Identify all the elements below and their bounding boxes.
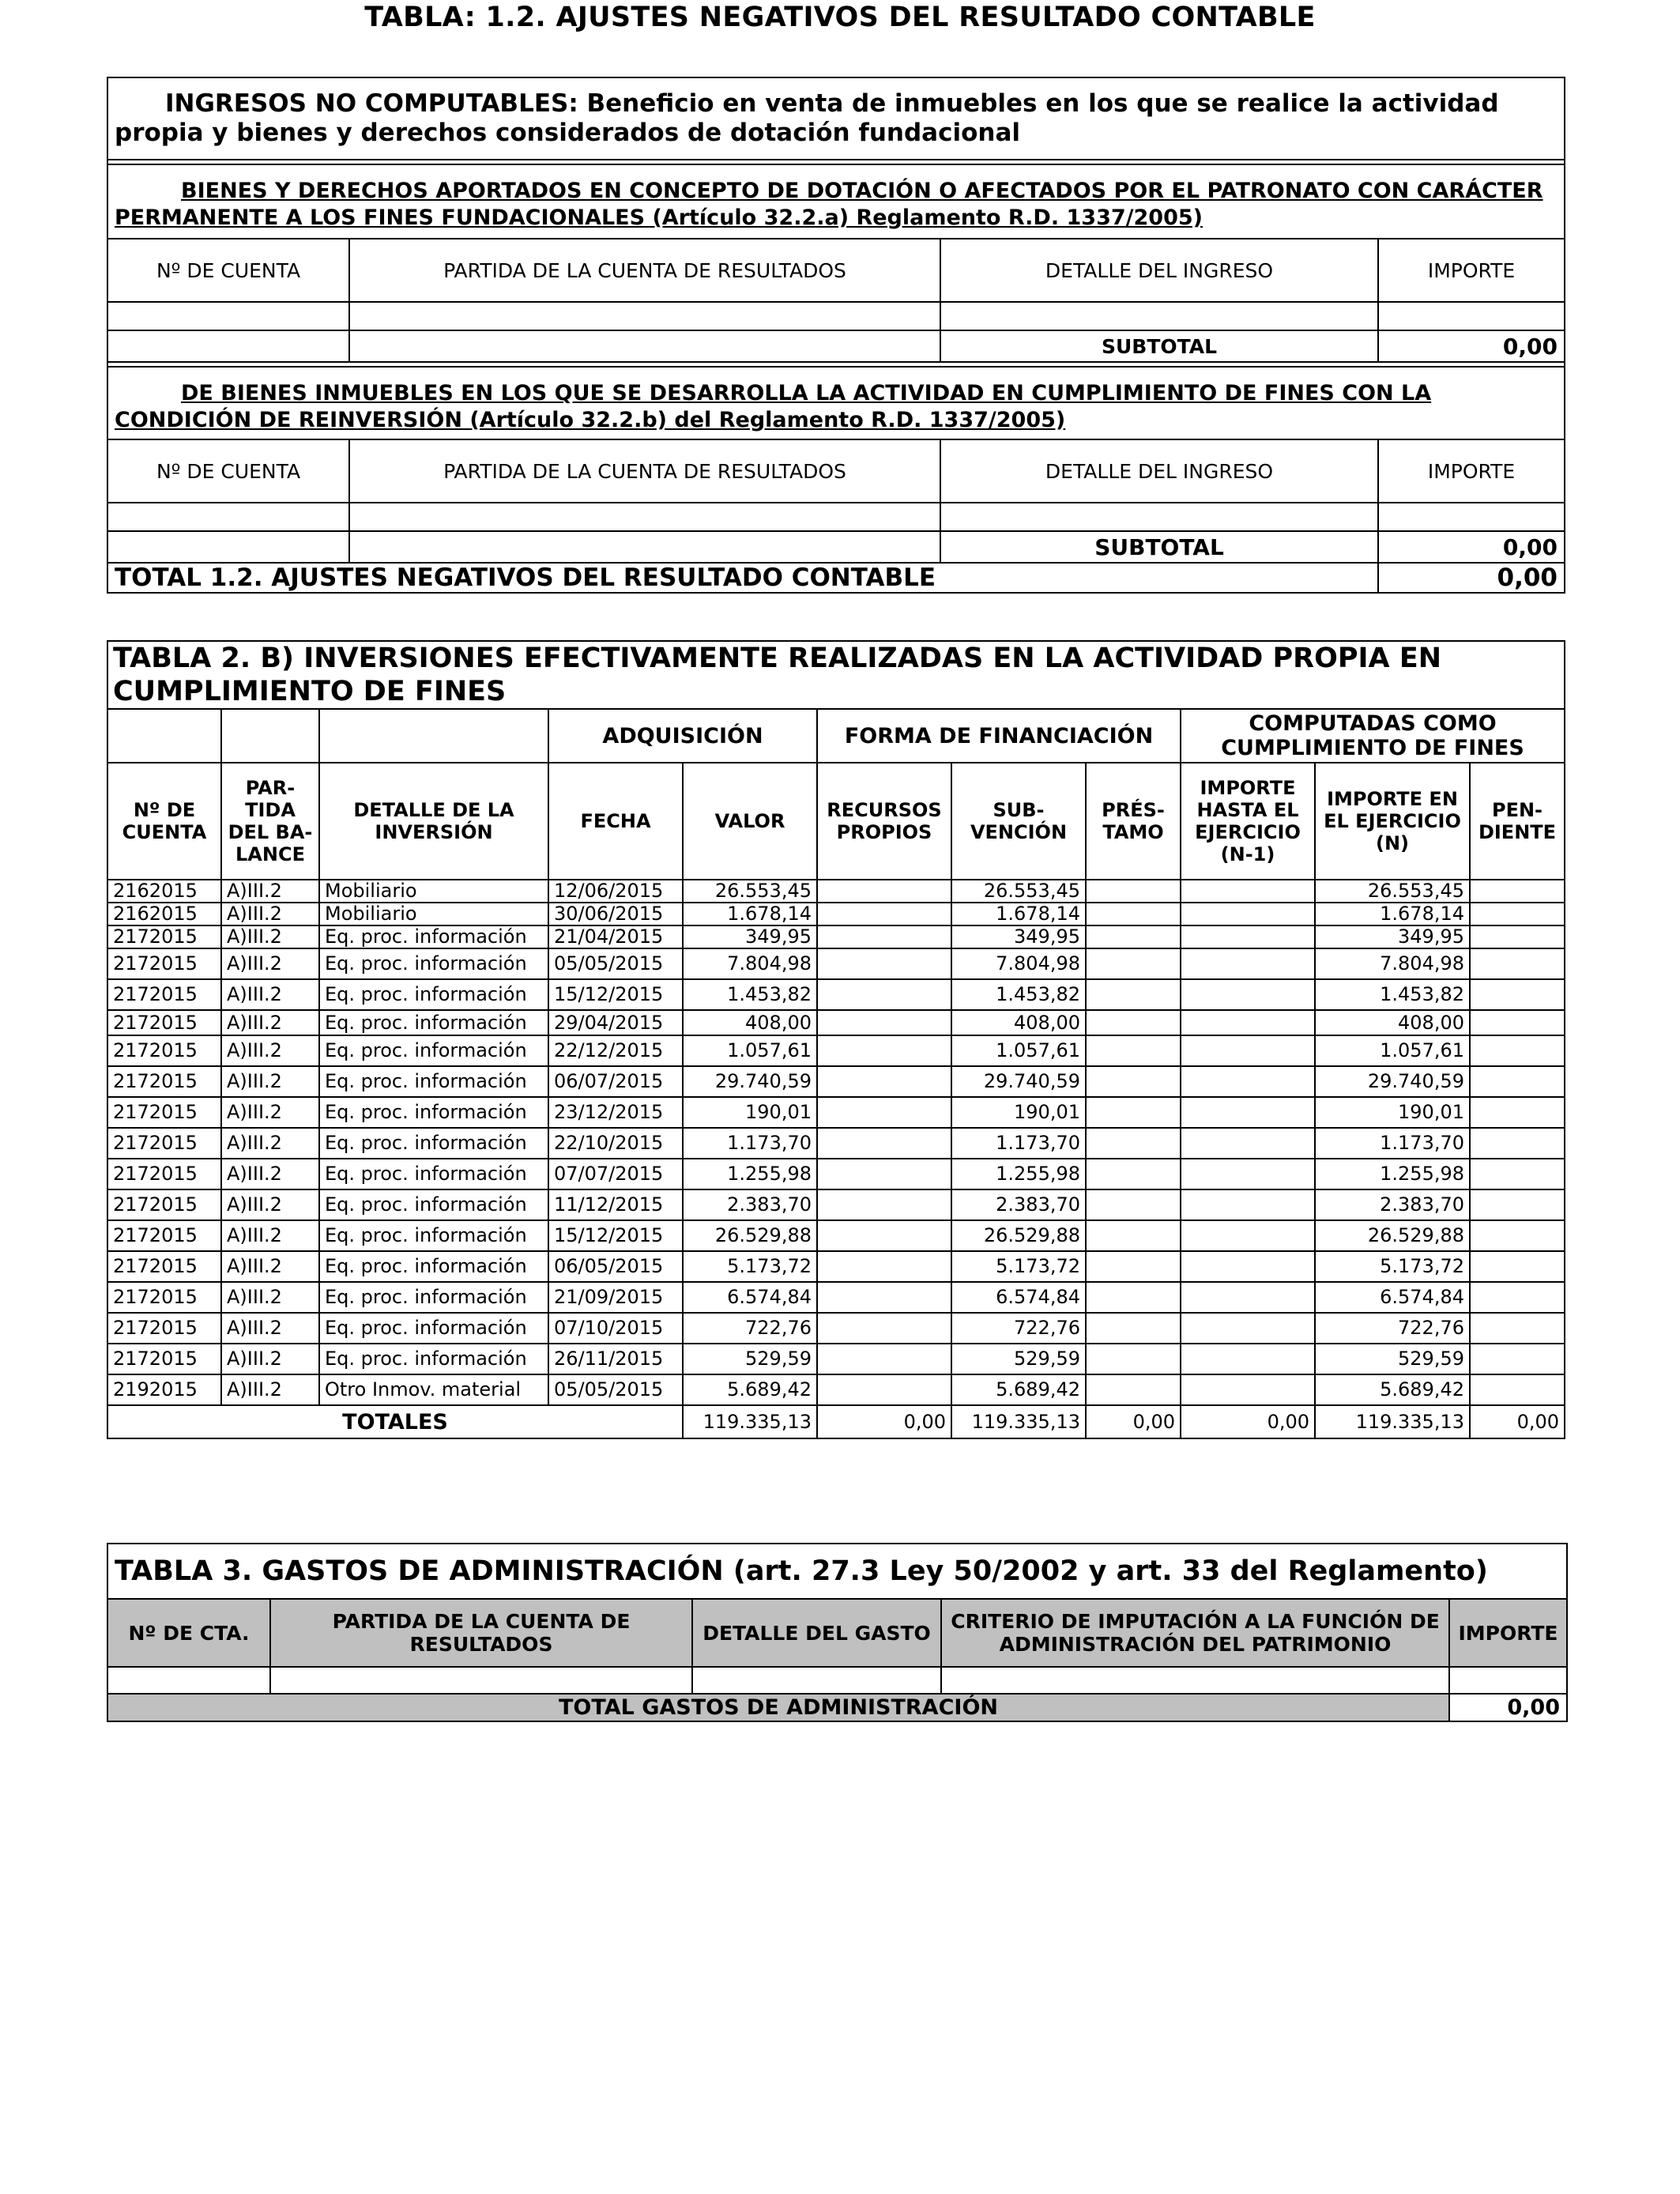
col-ejercicio: IMPORTE EN EL EJERCICIO (N) xyxy=(1315,763,1470,880)
cell-prestamo xyxy=(1086,1010,1181,1035)
cell-valor: 408,00 xyxy=(683,1010,817,1035)
cell-detalle: Eq. proc. información xyxy=(319,1010,548,1035)
cell-ejercicio: 190,01 xyxy=(1315,1097,1470,1128)
cell-hasta xyxy=(1181,1035,1315,1066)
total-subvencion: 119.335,13 xyxy=(951,1405,1086,1438)
cell-subvencion: 6.574,84 xyxy=(951,1282,1086,1313)
cell-recursos xyxy=(817,1189,951,1220)
cell-detalle: Eq. proc. información xyxy=(319,1282,548,1313)
cell-recursos xyxy=(817,1251,951,1282)
cell-partida: A)III.2 xyxy=(221,925,319,948)
cell-pendiente xyxy=(1470,979,1565,1010)
cell-recursos xyxy=(817,1128,951,1159)
cell-hasta xyxy=(1181,925,1315,948)
table2-body xyxy=(107,880,1565,1405)
cell-hasta xyxy=(1181,1159,1315,1189)
total-row xyxy=(107,563,1565,593)
table-row xyxy=(107,1010,1565,1035)
cell-prestamo xyxy=(1086,880,1181,903)
col-importe: IMPORTE xyxy=(1378,239,1565,302)
cell-recursos xyxy=(817,1220,951,1251)
table-row xyxy=(107,1344,1565,1374)
table-row xyxy=(107,1128,1565,1159)
cell-partida: A)III.2 xyxy=(221,1010,319,1035)
cell-pendiente xyxy=(1470,1189,1565,1220)
col-criterio: CRITERIO DE IMPUTACIÓN A LA FUNCIÓN DE ADMINISTRACIÓN DEL PATRIMONIO xyxy=(941,1599,1449,1667)
total-recursos: 0,00 xyxy=(817,1405,951,1438)
cell-pendiente xyxy=(1470,1066,1565,1097)
cell-partida: A)III.2 xyxy=(221,1344,319,1374)
col-detalle: DETALLE DE LA INVERSIÓN xyxy=(319,763,548,880)
cell-pendiente xyxy=(1470,1159,1565,1189)
cell-subvencion: 26.529,88 xyxy=(951,1220,1086,1251)
total-label: TOTAL GASTOS DE ADMINISTRACIÓN xyxy=(107,1694,1449,1721)
cell-pendiente xyxy=(1470,1282,1565,1313)
table-row xyxy=(107,1097,1565,1128)
cell-ejercicio: 1.255,98 xyxy=(1315,1159,1470,1189)
cell-detalle: Eq. proc. información xyxy=(319,1313,548,1344)
cell-hasta xyxy=(1181,1344,1315,1374)
cell-pendiente xyxy=(1470,1128,1565,1159)
total-ejercicio: 119.335,13 xyxy=(1315,1405,1470,1438)
table-row xyxy=(107,1251,1565,1282)
cell-cuenta: 2172015 xyxy=(107,1189,221,1220)
table-row xyxy=(107,1282,1565,1313)
cell-cuenta: 2192015 xyxy=(107,1374,221,1405)
cell-cuenta: 2172015 xyxy=(107,925,221,948)
cell-cuenta: 2172015 xyxy=(107,1128,221,1159)
cell-subvencion: 1.173,70 xyxy=(951,1128,1086,1159)
cell-partida: A)III.2 xyxy=(221,1128,319,1159)
cell-recursos xyxy=(817,1097,951,1128)
section-a-heading: BIENES Y DERECHOS APORTADOS EN CONCEPTO DE DOTACIÓN O AFECTADOS POR EL PATRONATO CON CARÁCTER PERMANENTE A LOS FINES FUNDACIONALES (Artículo 32.2.a) Reglamento R.D. 1337/2005) xyxy=(107,164,1565,239)
cell-ejercicio: 1.678,14 xyxy=(1315,903,1470,925)
cell-prestamo xyxy=(1086,1313,1181,1344)
cell-detalle: Eq. proc. información xyxy=(319,948,548,979)
cell-subvencion: 1.255,98 xyxy=(951,1159,1086,1189)
col-valor: VALOR xyxy=(683,763,817,880)
cell-recursos xyxy=(817,1374,951,1405)
cell-partida: A)III.2 xyxy=(221,1035,319,1066)
cell-valor: 1.678,14 xyxy=(683,903,817,925)
cell-hasta xyxy=(1181,903,1315,925)
cell-prestamo xyxy=(1086,1344,1181,1374)
cell-hasta xyxy=(1181,1220,1315,1251)
total-valor: 119.335,13 xyxy=(683,1405,817,1438)
table-row xyxy=(107,1066,1565,1097)
cell-prestamo xyxy=(1086,1128,1181,1159)
cell-recursos xyxy=(817,1035,951,1066)
cell-hasta xyxy=(1181,948,1315,979)
table-row xyxy=(107,1159,1565,1189)
col-cta: Nº DE CTA. xyxy=(107,1599,270,1667)
cell-hasta xyxy=(1181,1010,1315,1035)
cell-prestamo xyxy=(1086,1189,1181,1220)
ingresos-no-computables-heading: INGRESOS NO COMPUTABLES: Beneficio en venta de inmuebles en los que se realice la actividad propia y bienes y derechos considerados de dotación fundacional xyxy=(107,77,1565,160)
cell-subvencion: 408,00 xyxy=(951,1010,1086,1035)
cell-prestamo xyxy=(1086,925,1181,948)
cell-hasta xyxy=(1181,1313,1315,1344)
cell-pendiente xyxy=(1470,1374,1565,1405)
cell-valor: 26.529,88 xyxy=(683,1220,817,1251)
table-row xyxy=(107,1189,1565,1220)
subtotal-value: 0,00 xyxy=(1378,330,1565,362)
totals-row xyxy=(107,1405,1565,1438)
cell-prestamo xyxy=(1086,1035,1181,1066)
cell-cuenta: 2172015 xyxy=(107,1282,221,1313)
cell-valor: 1.173,70 xyxy=(683,1128,817,1159)
cell-pendiente xyxy=(1470,1313,1565,1344)
cell-hasta xyxy=(1181,1282,1315,1313)
cell-fecha: 07/07/2015 xyxy=(548,1159,683,1189)
cell-recursos xyxy=(817,1282,951,1313)
cell-valor: 529,59 xyxy=(683,1344,817,1374)
cell-recursos xyxy=(817,1344,951,1374)
col-partida: PARTIDA DE LA CUENTA DE RESULTADOS xyxy=(270,1599,692,1667)
cell-partida: A)III.2 xyxy=(221,979,319,1010)
col-partida: PAR-TIDA DEL BA-LANCE xyxy=(221,763,319,880)
subtotal-value: 0,00 xyxy=(1378,531,1565,563)
cell-partida: A)III.2 xyxy=(221,1374,319,1405)
section-b-column-headers xyxy=(107,439,1565,503)
cell-partida: A)III.2 xyxy=(221,1313,319,1344)
total-label: TOTAL 1.2. AJUSTES NEGATIVOS DEL RESULTADO CONTABLE xyxy=(107,563,1378,593)
cell-prestamo xyxy=(1086,1159,1181,1189)
column-headers xyxy=(107,1599,1567,1667)
cell-cuenta: 2172015 xyxy=(107,1159,221,1189)
cell-detalle: Eq. proc. información xyxy=(319,1128,548,1159)
cell-partida: A)III.2 xyxy=(221,1097,319,1128)
cell-detalle: Eq. proc. información xyxy=(319,1189,548,1220)
cell-valor: 349,95 xyxy=(683,925,817,948)
cell-pendiente xyxy=(1470,1251,1565,1282)
table-gastos-administracion xyxy=(107,1543,1568,1722)
cell-cuenta: 2172015 xyxy=(107,1251,221,1282)
cell-partida: A)III.2 xyxy=(221,1066,319,1097)
cell-valor: 26.553,45 xyxy=(683,880,817,903)
table-row xyxy=(107,302,1565,330)
cell-fecha: 06/05/2015 xyxy=(548,1251,683,1282)
page-title: TABLA: 1.2. AJUSTES NEGATIVOS DEL RESULTADO CONTABLE xyxy=(364,2,1316,33)
cell-fecha: 23/12/2015 xyxy=(548,1097,683,1128)
cell-detalle: Eq. proc. información xyxy=(319,1035,548,1066)
cell-prestamo xyxy=(1086,1220,1181,1251)
cell-ejercicio: 529,59 xyxy=(1315,1344,1470,1374)
cell-partida: A)III.2 xyxy=(221,1251,319,1282)
total-row xyxy=(107,1694,1567,1721)
group-headers xyxy=(107,709,1565,763)
col-detalle-gasto: DETALLE DEL GASTO xyxy=(692,1599,941,1667)
cell-recursos xyxy=(817,880,951,903)
cell-partida: A)III.2 xyxy=(221,1159,319,1189)
cell-prestamo xyxy=(1086,979,1181,1010)
cell-partida: A)III.2 xyxy=(221,903,319,925)
cell-ejercicio: 29.740,59 xyxy=(1315,1066,1470,1097)
cell-recursos xyxy=(817,1159,951,1189)
total-prestamo: 0,00 xyxy=(1086,1405,1181,1438)
subtotal-label: SUBTOTAL xyxy=(940,330,1378,362)
group-financiacion: FORMA DE FINANCIACIÓN xyxy=(817,709,1181,763)
cell-hasta xyxy=(1181,979,1315,1010)
total-value: 0,00 xyxy=(1449,1694,1567,1721)
cell-cuenta: 2172015 xyxy=(107,1344,221,1374)
col-partida: PARTIDA DE LA CUENTA DE RESULTADOS xyxy=(349,239,940,302)
cell-partida: A)III.2 xyxy=(221,1282,319,1313)
col-prestamo: PRÉS-TAMO xyxy=(1086,763,1181,880)
section-a-subtotal-row xyxy=(107,330,1565,362)
cell-fecha: 22/10/2015 xyxy=(548,1128,683,1159)
table-row xyxy=(107,948,1565,979)
cell-recursos xyxy=(817,1010,951,1035)
col-fecha: FECHA xyxy=(548,763,683,880)
cell-hasta xyxy=(1181,1066,1315,1097)
cell-ejercicio: 7.804,98 xyxy=(1315,948,1470,979)
cell-valor: 29.740,59 xyxy=(683,1066,817,1097)
cell-detalle: Eq. proc. información xyxy=(319,1066,548,1097)
cell-pendiente xyxy=(1470,1035,1565,1066)
table2-title: TABLA 2. B) INVERSIONES EFECTIVAMENTE REALIZADAS EN LA ACTIVIDAD PROPIA EN CUMPLIMIENTO DE FINES xyxy=(107,641,1565,709)
group-computadas: COMPUTADAS COMO CUMPLIMIENTO DE FINES xyxy=(1181,709,1565,763)
cell-detalle: Eq. proc. información xyxy=(319,1251,548,1282)
cell-recursos xyxy=(817,903,951,925)
cell-recursos xyxy=(817,979,951,1010)
cell-cuenta: 2172015 xyxy=(107,1313,221,1344)
cell-prestamo xyxy=(1086,948,1181,979)
cell-fecha: 07/10/2015 xyxy=(548,1313,683,1344)
cell-fecha: 06/07/2015 xyxy=(548,1066,683,1097)
cell-valor: 1.453,82 xyxy=(683,979,817,1010)
cell-subvencion: 5.689,42 xyxy=(951,1374,1086,1405)
cell-subvencion: 722,76 xyxy=(951,1313,1086,1344)
cell-cuenta: 2172015 xyxy=(107,1220,221,1251)
col-pendiente: PEN-DIENTE xyxy=(1470,763,1565,880)
cell-recursos xyxy=(817,948,951,979)
group-adquisicion: ADQUISICIÓN xyxy=(548,709,817,763)
cell-pendiente xyxy=(1470,948,1565,979)
total-value: 0,00 xyxy=(1378,563,1565,593)
col-cuenta: Nº DE CUENTA xyxy=(107,239,349,302)
cell-detalle: Otro Inmov. material xyxy=(319,1374,548,1405)
table3-title: TABLA 3. GASTOS DE ADMINISTRACIÓN (art. 27.3 Ley 50/2002 y art. 33 del Reglamento) xyxy=(107,1544,1567,1599)
cell-partida: A)III.2 xyxy=(221,948,319,979)
cell-subvencion: 5.173,72 xyxy=(951,1251,1086,1282)
cell-detalle: Mobiliario xyxy=(319,880,548,903)
cell-cuenta: 2172015 xyxy=(107,948,221,979)
cell-valor: 722,76 xyxy=(683,1313,817,1344)
cell-subvencion: 529,59 xyxy=(951,1344,1086,1374)
cell-ejercicio: 1.173,70 xyxy=(1315,1128,1470,1159)
section-b-subtotal-row xyxy=(107,531,1565,563)
cell-valor: 2.383,70 xyxy=(683,1189,817,1220)
cell-hasta xyxy=(1181,1097,1315,1128)
cell-subvencion: 190,01 xyxy=(951,1097,1086,1128)
cell-ejercicio: 5.689,42 xyxy=(1315,1374,1470,1405)
cell-pendiente xyxy=(1470,1010,1565,1035)
cell-partida: A)III.2 xyxy=(221,1220,319,1251)
column-headers xyxy=(107,763,1565,880)
cell-pendiente xyxy=(1470,1220,1565,1251)
table-inversiones xyxy=(107,640,1565,1439)
cell-prestamo xyxy=(1086,1066,1181,1097)
col-importe: IMPORTE xyxy=(1378,439,1565,503)
cell-valor: 190,01 xyxy=(683,1097,817,1128)
col-detalle: DETALLE DEL INGRESO xyxy=(940,439,1378,503)
cell-prestamo xyxy=(1086,1374,1181,1405)
cell-detalle: Eq. proc. información xyxy=(319,1344,548,1374)
cell-prestamo xyxy=(1086,1251,1181,1282)
table-row xyxy=(107,925,1565,948)
cell-subvencion: 29.740,59 xyxy=(951,1066,1086,1097)
cell-fecha: 26/11/2015 xyxy=(548,1344,683,1374)
cell-ejercicio: 5.173,72 xyxy=(1315,1251,1470,1282)
cell-valor: 7.804,98 xyxy=(683,948,817,979)
table-row xyxy=(107,503,1565,531)
table-ajustes-negativos xyxy=(107,77,1565,594)
cell-fecha: 30/06/2015 xyxy=(548,903,683,925)
col-detalle: DETALLE DEL INGRESO xyxy=(940,239,1378,302)
section-a-column-headers xyxy=(107,239,1565,302)
cell-subvencion: 2.383,70 xyxy=(951,1189,1086,1220)
cell-fecha: 12/06/2015 xyxy=(548,880,683,903)
cell-pendiente xyxy=(1470,880,1565,903)
cell-cuenta: 2172015 xyxy=(107,979,221,1010)
cell-detalle: Eq. proc. información xyxy=(319,1159,548,1189)
cell-cuenta: 2172015 xyxy=(107,1066,221,1097)
cell-ejercicio: 349,95 xyxy=(1315,925,1470,948)
cell-fecha: 29/04/2015 xyxy=(548,1010,683,1035)
cell-valor: 5.173,72 xyxy=(683,1251,817,1282)
table-row xyxy=(107,1374,1565,1405)
cell-subvencion: 349,95 xyxy=(951,925,1086,948)
cell-detalle: Eq. proc. información xyxy=(319,979,548,1010)
cell-valor: 6.574,84 xyxy=(683,1282,817,1313)
cell-prestamo xyxy=(1086,903,1181,925)
cell-hasta xyxy=(1181,1128,1315,1159)
cell-subvencion: 1.057,61 xyxy=(951,1035,1086,1066)
table-row xyxy=(107,903,1565,925)
cell-cuenta: 2162015 xyxy=(107,880,221,903)
cell-fecha: 22/12/2015 xyxy=(548,1035,683,1066)
cell-detalle: Eq. proc. información xyxy=(319,1220,548,1251)
cell-fecha: 21/09/2015 xyxy=(548,1282,683,1313)
cell-fecha: 21/04/2015 xyxy=(548,925,683,948)
table-row xyxy=(107,1035,1565,1066)
cell-prestamo xyxy=(1086,1282,1181,1313)
cell-ejercicio: 408,00 xyxy=(1315,1010,1470,1035)
cell-fecha: 15/12/2015 xyxy=(548,1220,683,1251)
cell-subvencion: 7.804,98 xyxy=(951,948,1086,979)
cell-cuenta: 2172015 xyxy=(107,1097,221,1128)
cell-fecha: 15/12/2015 xyxy=(548,979,683,1010)
cell-cuenta: 2172015 xyxy=(107,1035,221,1066)
col-hasta: IMPORTE HASTA EL EJERCICIO (N-1) xyxy=(1181,763,1315,880)
cell-valor: 1.057,61 xyxy=(683,1035,817,1066)
cell-pendiente xyxy=(1470,925,1565,948)
cell-subvencion: 1.453,82 xyxy=(951,979,1086,1010)
cell-detalle: Eq. proc. información xyxy=(319,925,548,948)
table-row xyxy=(107,1220,1565,1251)
cell-pendiente xyxy=(1470,903,1565,925)
cell-recursos xyxy=(817,1313,951,1344)
cell-pendiente xyxy=(1470,1344,1565,1374)
cell-hasta xyxy=(1181,1189,1315,1220)
cell-pendiente xyxy=(1470,1097,1565,1128)
cell-ejercicio: 722,76 xyxy=(1315,1313,1470,1344)
table-row xyxy=(107,1667,1567,1694)
cell-ejercicio: 1.057,61 xyxy=(1315,1035,1470,1066)
cell-cuenta: 2162015 xyxy=(107,903,221,925)
col-partida: PARTIDA DE LA CUENTA DE RESULTADOS xyxy=(349,439,940,503)
cell-ejercicio: 6.574,84 xyxy=(1315,1282,1470,1313)
table-row xyxy=(107,880,1565,903)
cell-hasta xyxy=(1181,1374,1315,1405)
cell-prestamo xyxy=(1086,1097,1181,1128)
section-b-heading: DE BIENES INMUEBLES EN LOS QUE SE DESARROLLA LA ACTIVIDAD EN CUMPLIMIENTO DE FINES CON LA CONDICIÓN DE REINVERSIÓN (Artículo 32.2.b) del Reglamento R.D. 1337/2005) xyxy=(107,367,1565,439)
cell-ejercicio: 26.529,88 xyxy=(1315,1220,1470,1251)
cell-fecha: 11/12/2015 xyxy=(548,1189,683,1220)
cell-hasta xyxy=(1181,880,1315,903)
cell-recursos xyxy=(817,1066,951,1097)
cell-hasta xyxy=(1181,1251,1315,1282)
cell-valor: 1.255,98 xyxy=(683,1159,817,1189)
cell-detalle: Eq. proc. información xyxy=(319,1097,548,1128)
cell-partida: A)III.2 xyxy=(221,1189,319,1220)
cell-fecha: 05/05/2015 xyxy=(548,1374,683,1405)
cell-ejercicio: 2.383,70 xyxy=(1315,1189,1470,1220)
total-hasta: 0,00 xyxy=(1181,1405,1315,1438)
table-row xyxy=(107,1313,1565,1344)
cell-recursos xyxy=(817,925,951,948)
table-row xyxy=(107,979,1565,1010)
total-pendiente: 0,00 xyxy=(1470,1405,1565,1438)
cell-partida: A)III.2 xyxy=(221,880,319,903)
cell-ejercicio: 1.453,82 xyxy=(1315,979,1470,1010)
cell-cuenta: 2172015 xyxy=(107,1010,221,1035)
cell-valor: 5.689,42 xyxy=(683,1374,817,1405)
subtotal-label: SUBTOTAL xyxy=(940,531,1378,563)
cell-fecha: 05/05/2015 xyxy=(548,948,683,979)
col-recursos: RECURSOS PROPIOS xyxy=(817,763,951,880)
cell-detalle: Mobiliario xyxy=(319,903,548,925)
cell-ejercicio: 26.553,45 xyxy=(1315,880,1470,903)
col-importe: IMPORTE xyxy=(1449,1599,1567,1667)
cell-subvencion: 26.553,45 xyxy=(951,880,1086,903)
totals-label: TOTALES xyxy=(107,1405,683,1438)
col-cuenta: Nº DE CUENTA xyxy=(107,439,349,503)
col-subvencion: SUB-VENCIÓN xyxy=(951,763,1086,880)
cell-subvencion: 1.678,14 xyxy=(951,903,1086,925)
col-cuenta: Nº DE CUENTA xyxy=(107,763,221,880)
